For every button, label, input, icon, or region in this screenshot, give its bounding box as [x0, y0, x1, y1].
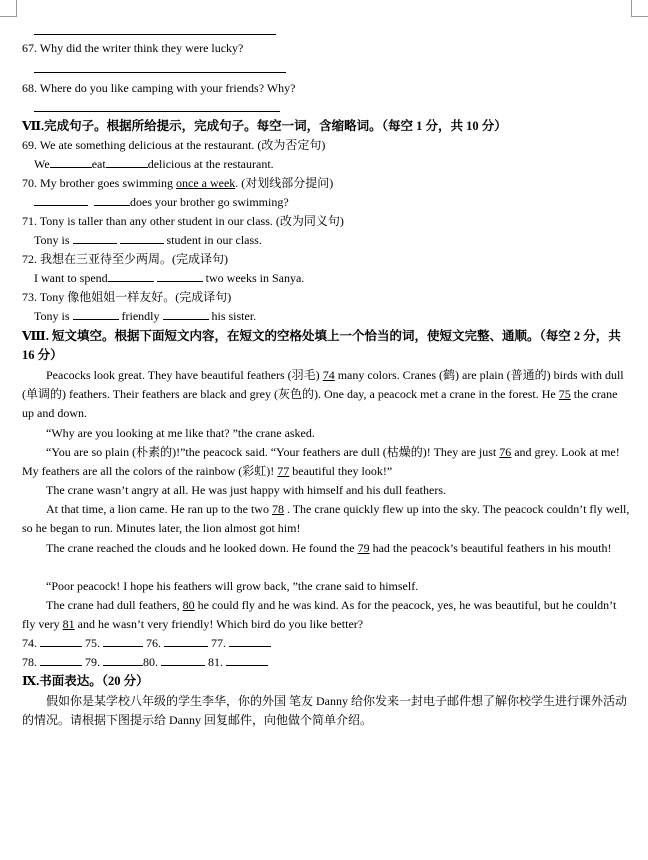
passage-text: many colors. Cranes (鹤) are plain (普通的) birds with dull (单调的) feathers. Their feathers are black and grey (灰色的). One day, a peacock met a crane in the forest. He	[22, 368, 624, 401]
answer-field-78[interactable]	[40, 654, 82, 666]
answer-field-79[interactable]	[103, 654, 143, 666]
answer-field-81[interactable]	[226, 654, 268, 666]
q72-text-b: two weeks in Sanya.	[205, 271, 305, 285]
passage-text: The crane reached the clouds and he looked down. He found the	[46, 541, 358, 555]
blank-73-1[interactable]	[73, 308, 119, 320]
blank-73-2[interactable]	[163, 308, 209, 320]
question-68: 68. Where do you like camping with your friends? Why?	[22, 81, 296, 95]
answer-row-1	[22, 635, 630, 651]
answer-label-77: 77.	[211, 636, 226, 650]
passage-text: The crane had dull feathers,	[46, 598, 183, 612]
section-8-heading: Ⅷ. 短文填空。根据下面短文内容，在短文的空格处填上一个恰当的词，使短文完整、通顺。（每空 2 分，共 16 分）	[22, 329, 621, 362]
q70-text-1: 70. My brother goes swimming	[22, 176, 176, 190]
passage-text: had the peacock’s beautiful feathers in his mouth!	[369, 541, 612, 555]
question-71-answer	[34, 232, 630, 248]
passage-text: he could fly and he was kind. As for the peacock, yes, he was beautiful, but he couldn’t fly very	[22, 598, 617, 631]
q70-answer-rest: does your brother go swimming?	[130, 195, 289, 209]
question-73-answer	[34, 308, 630, 324]
q73-text-c: his sister.	[211, 309, 257, 323]
question-72-answer	[34, 270, 630, 286]
page-corner-mark-left	[0, 0, 17, 17]
blank-72-1[interactable]	[108, 270, 154, 282]
blank-69-2[interactable]	[106, 156, 148, 168]
blank-79[interactable]: 79	[357, 541, 370, 555]
q69-text-c: delicious at the restaurant.	[147, 157, 274, 171]
answer-label-79: 79.	[85, 655, 100, 669]
question-73-prompt: 73. Tony 像他姐姐一样友好。(完成译句)	[22, 290, 232, 304]
passage-text: “You are so plain (朴素的)!”the peacock said. “Your feathers are dull (枯燥的)! They are just	[46, 445, 500, 459]
blank-80[interactable]: 80	[182, 598, 195, 612]
q69-text-a: We	[34, 157, 50, 171]
answer-label-75: 75.	[85, 636, 100, 650]
question-70-answer	[34, 194, 630, 210]
passage-text: the crane up and down.	[22, 387, 618, 420]
q69-text-b: eat	[91, 157, 106, 171]
answer-field-75[interactable]	[103, 635, 143, 647]
blank-76[interactable]: 76	[499, 445, 512, 459]
answer-field-74[interactable]	[40, 635, 82, 647]
passage-text: . The crane quickly flew up into the sky. The peacock couldn’t fly well, so he began to run. Minutes later, the lion almost got him!	[22, 502, 630, 535]
passage-paragraph-3	[22, 443, 630, 481]
passage-paragraph-6	[22, 539, 630, 558]
passage-text: and grey. Look at me! My feathers are all the colors of the rainbow (彩虹)!	[22, 445, 620, 478]
passage-paragraph-2: “Why are you looking at me like that? ”the crane asked.	[46, 426, 315, 440]
q71-text-b: student in our class.	[166, 233, 262, 247]
passage-text: beautiful they look!”	[289, 464, 393, 478]
passage-paragraph-5	[22, 500, 630, 538]
passage-paragraph-7: “Poor peacock! I hope his feathers will grow back, ”the crane said to himself.	[46, 579, 419, 593]
question-69-prompt: 69. We ate something delicious at the restaurant. (改为否定句)	[22, 138, 326, 152]
answer-field-76[interactable]	[164, 635, 208, 647]
passage-text: At that time, a lion came. He ran up to the two	[46, 502, 272, 516]
q70-underlined-phrase: once a week	[176, 176, 236, 190]
answer-row-2	[22, 654, 630, 670]
q72-text-a: I want to spend	[34, 271, 108, 285]
passage-text: and he wasn’t very friendly! Which bird do you like better?	[74, 617, 364, 631]
blank-69-1[interactable]	[50, 156, 92, 168]
blank-77[interactable]: 77	[277, 464, 290, 478]
question-71-prompt: 71. Tony is taller than any other student in our class. (改为同义句)	[22, 214, 344, 228]
answer-label-78: 78.	[22, 655, 37, 669]
q73-text-a: Tony is	[34, 309, 70, 323]
answer-label-80: 80.	[143, 655, 158, 669]
blank-78[interactable]: 78	[271, 502, 284, 516]
answer-label-74: 74.	[22, 636, 37, 650]
question-69-answer	[34, 156, 630, 172]
blank-72-2[interactable]	[157, 270, 203, 282]
q73-text-b: friendly	[121, 309, 160, 323]
blank-74[interactable]: 74	[322, 368, 335, 382]
blank-71-2[interactable]	[120, 232, 164, 244]
q70-text-2: . (对划线部分提问)	[235, 176, 334, 190]
blank-81[interactable]: 81	[62, 617, 75, 631]
answer-line-68[interactable]	[34, 111, 280, 112]
answer-line-67[interactable]	[34, 72, 286, 73]
page-corner-mark-right	[631, 0, 648, 17]
writing-task-description: 假如你是某学校八年级的学生李华，你的外国 笔友 Danny 给你发来一封电子邮件想了解你校学生进行课外活动的情况。请根据下图提示给 Danny 回复邮件，向他做个简单介绍。	[22, 694, 627, 727]
answer-label-76: 76.	[146, 636, 161, 650]
question-70-prompt	[22, 175, 630, 191]
answer-line[interactable]	[34, 34, 276, 35]
blank-75[interactable]: 75	[558, 387, 571, 401]
q71-text-a: Tony is	[34, 233, 70, 247]
blank-70-1[interactable]	[34, 194, 88, 206]
question-67: 67. Why did the writer think they were lucky?	[22, 41, 244, 55]
passage-paragraph-4: The crane wasn’t angry at all. He was just happy with himself and his dull feathers.	[46, 483, 447, 497]
section-9-heading: Ⅸ.书面表达。（20 分）	[22, 674, 149, 688]
blank-71-1[interactable]	[73, 232, 117, 244]
answer-label-81: 81.	[208, 655, 223, 669]
blank-70-2[interactable]	[94, 194, 130, 206]
question-72-prompt: 72. 我想在三亚待至少两周。(完成译句)	[22, 252, 228, 266]
passage-paragraph-1	[22, 366, 630, 423]
answer-field-80[interactable]	[161, 654, 205, 666]
passage-text: Peacocks look great. They have beautiful feathers (羽毛)	[46, 368, 323, 382]
section-7-heading: Ⅶ.完成句子。根据所给提示，完成句子。每空一词，含缩略词。（每空 1 分，共 10 分）	[22, 119, 507, 133]
passage-paragraph-8	[22, 596, 630, 634]
answer-field-77[interactable]	[229, 635, 271, 647]
